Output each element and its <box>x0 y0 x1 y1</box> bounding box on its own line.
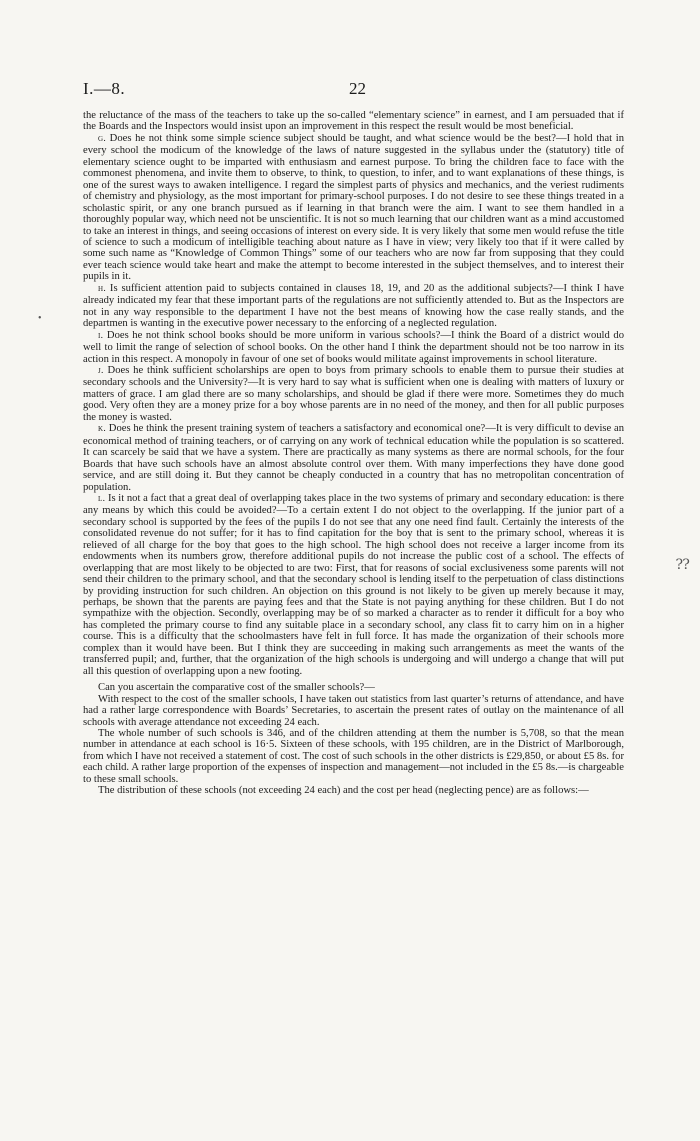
margin-pencil-mark: ⁇ <box>676 558 690 573</box>
margin-dot-mark: • <box>38 313 42 324</box>
cost-paragraph-3: The distribution of these schools (not exceeding 24 each) and the cost per head (neglecting pence) are as follows:— <box>98 785 589 797</box>
question-text: Does he think the present training system of teachers a satisfactory and economical one?—It is very difficult to devise an economical method of training teachers, or of carrying on any work of technical education while the population is so scattered. It can scarcely be said that we have a system. There are practically as many systems as there are normal schools, for the four Boards that have such schools have an almost absolute control over them. With many imperfections they have done good service, and are still doing it. But they cannot be cheaply conducted in a country that has no metropolitan concentration of population. <box>83 423 624 493</box>
question-j <box>83 365 624 423</box>
question-text: Is it not a fact that a great deal of overlapping takes place in the two systems of primary and secondary education: is there any means by which this could be avoided?—To a certain extent I do not object to the overlapping. If the junior part of a secondary school is supported by the fees of the pupils I do not see that any one need find fault. Certainly the interests of the consolidated revenue do not suffer; for it has to find capitation for the boy that is sent to the primary school, whereas it is relieved of all charge for the boy that goes to the high school. The high school does not receive a larger income from its endowments when its numbers grow, therefore additional pupils do not increase the public cost of a school. The effects of overlapping that are most likely to be objected to are two: First, that for reasons of social exclusiveness some parents will not send their children to the primary school, and that the secondary school is lending itself to the perpetuation of class distinctions by providing instruction for such children. An objection on this ground is not likely to be given up merely because it may, perhaps, be shown that the parents are paying fees and that the State is not paying anything for these children. But I do not sympathize with the objection. Secondly, overlapping may be of so marked a character as to render it difficult for a boy who has completed the primary course to find any suitable place in a secondary school, any class fit to carry him on in a higher course. This is a difficulty that the schoolmasters have felt in full force. It has made the organization of their schools more complex than it would have been. But I think they are succeeding in making such arrangements as meet the wants of the transferred pupil; and, further, that the organization of the high schools is undergoing and will undergo a change that will put all this question of overlapping upon a new footing. <box>83 492 624 677</box>
question-letter: k. <box>98 424 107 435</box>
cost-question: Can you ascertain the comparative cost of the smaller schools?— <box>98 682 375 694</box>
question-letter: h. <box>98 283 107 294</box>
question-text: Does he not think some simple science subject should be taught, and what science would be the best?—I hold that in every school the modicum of the knowledge of the laws of nature suggested in the syllabus under the (statutory) title of elementary science ought to be imparted with enthusiasm and earnest purpose. To bring the children face to face with the commonest phenomena, and invite them to observe, to think, to question, to infer, and to want explanations of these things, is one of the surest ways to awaken intelligence. I regard the simplest parts of physics and mechanics, and the veriest rudiments of chemistry and physiology, as the most important for primary-school purposes. I do not desire to see these things treated in a scholastic spirit, or any one branch pursued as if learning in that branch were the aim. I want to see them handled in a thoroughly popular way, which need not be unscientific. It is not so much learning that our children want as a mind accustomed to take an interest in things, and seeing occasions of interest on every side. It is very likely that some men would refuse the title of science to such a modicum of intelligible teaching about nature as I have in view; very likely too that if it were called by some such name as “Knowledge of Common Things” some of our teachers who are now far from supposing that they could ever teach science would take heart and make the attempt to become interested in the subject themselves, and to interest their pupils in it. <box>83 132 624 283</box>
document-body <box>83 110 624 797</box>
cost-paragraph-1: With respect to the cost of the smaller schools, I have taken out statistics from last quarter’s returns of attendance, and have had a rather large correspondence with Boards’ Secretaries, to ascertain the present rates of outlay on the maintenance of all schools with average attendance not exceeding 24 each. <box>83 693 624 728</box>
question-l <box>83 493 624 677</box>
question-g <box>83 133 624 283</box>
paragraph-intro: the reluctance of the mass of the teachers to take up the so-called “elementary science” in earnest, and I am persuaded that if the Boards and the Inspectors would insist upon an improvement in this respect the result would be most beneficial. <box>83 110 624 133</box>
question-h <box>83 283 624 330</box>
question-letter: i. <box>98 330 104 341</box>
page-number: 22 <box>349 79 366 98</box>
question-text: Does he think sufficient scholarships are open to boys from primary schools to enable them to pursue their studies at secondary schools and the University?—It is very hard to say what is sufficient when one is dealing with matters of luxury or matters of grace. I am glad there are so many scholarships, and should be glad if there were more. Sometimes they do much good. Very often they are a money prize for a boy whose parents are in no need of the money, and then for all public purposes the money is wasted. <box>83 364 624 423</box>
question-text: Does he not think school books should be more uniform in various schools?—I think the Board of a district would do well to limit the range of selection of school books. On the other hand I think the department should not be too narrow in its action in this respect. A monopoly in favour of one set of books would militate against improvements in school literature. <box>83 329 624 365</box>
document-reference: I.—8. <box>83 79 126 98</box>
cost-paragraph-2: The whole number of such schools is 346, and of the children attending at them the number is 5,708, so that the mean number in attendance at each school is 16·5. Sixteen of these schools, with 195 children, are in the District of Marlborough, from which I have not received a statement of cost. The cost of such schools in the other districts is £29,850, or about £5 8s. for each child. A rather large proportion of the expenses of inspection and management—not included in the £5 8s.—is chargeable to these small schools. <box>83 728 624 785</box>
question-letter: g. <box>98 133 107 144</box>
question-letter: j. <box>98 365 104 376</box>
question-i <box>83 330 624 365</box>
question-letter: l. <box>98 493 106 504</box>
page-header <box>83 79 623 101</box>
question-text: Is sufficient attention paid to subjects contained in clauses 18, 19, and 20 as the additional subjects?—I think I have already indicated my fear that these important parts of the regulations are not sufficiently attended to. But as the Inspectors are not in any way responsible to the department I have not the best means of knowing how the case really stands, and the departmen is wanting in the executive power necessary to the enforcing of a neglected regulation. <box>83 282 624 330</box>
question-k <box>83 423 624 493</box>
